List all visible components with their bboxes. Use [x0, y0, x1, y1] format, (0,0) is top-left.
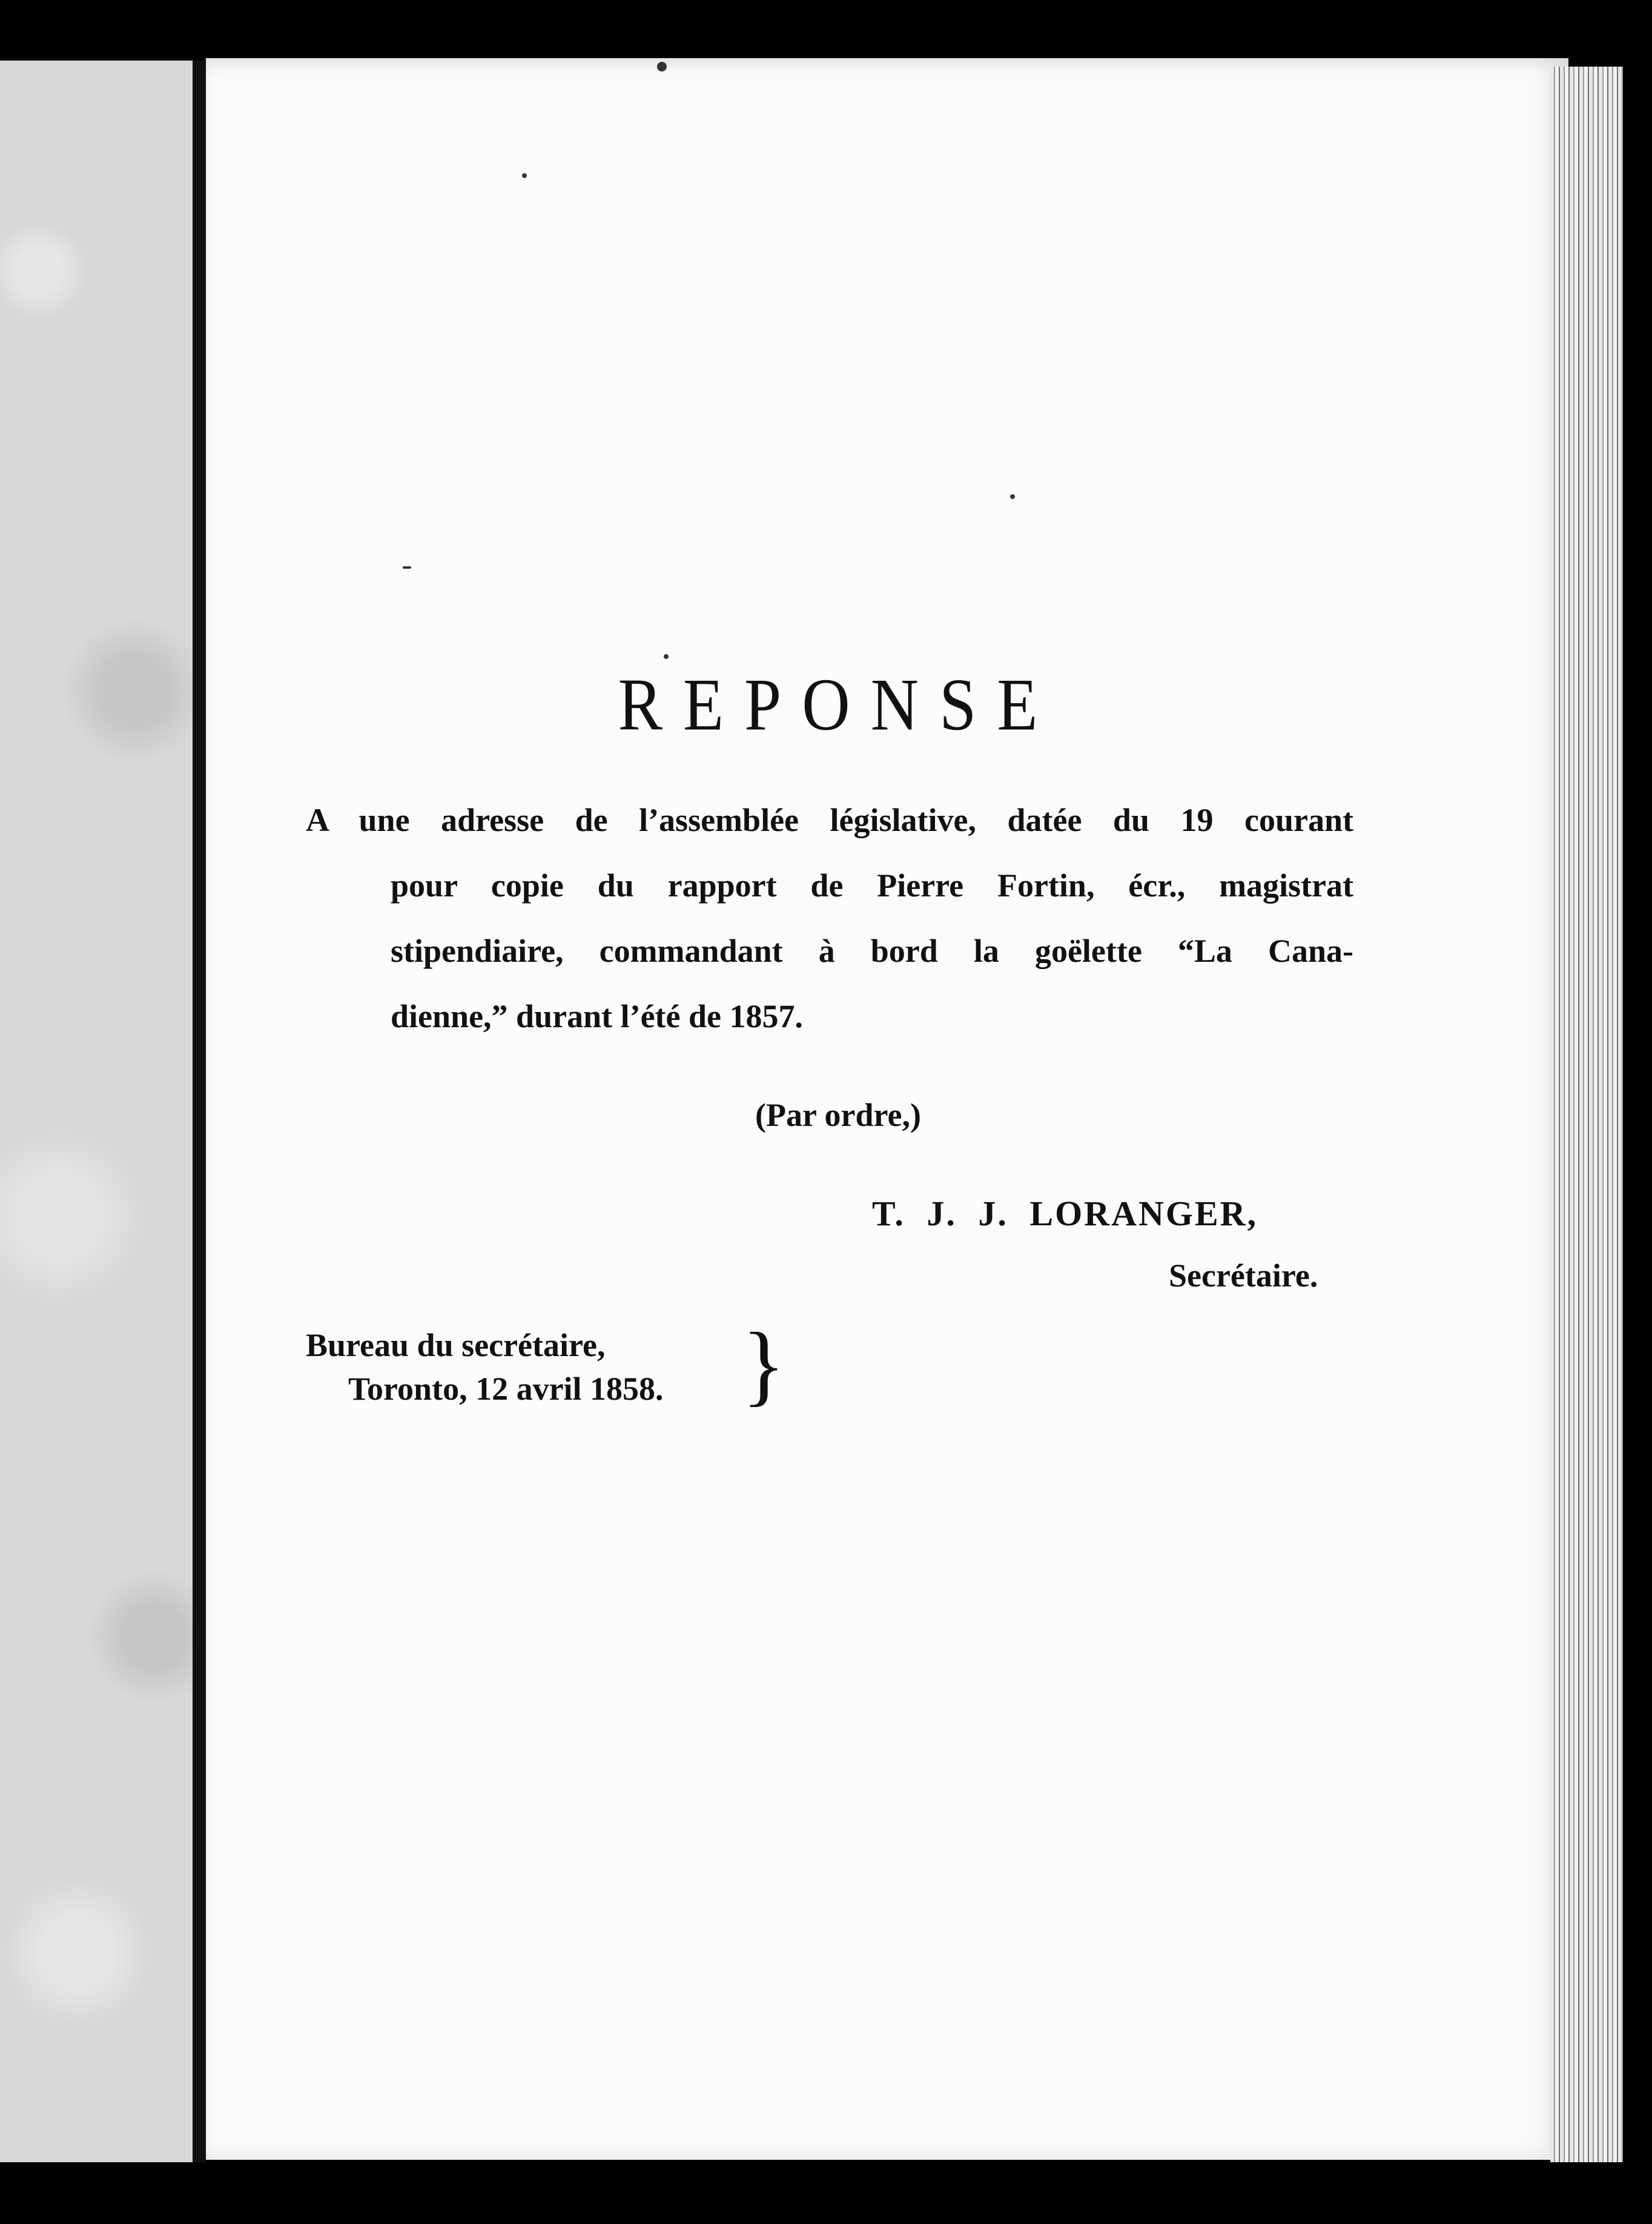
signatory-title: Secrétaire. [1169, 1257, 1318, 1294]
office-date-line: Toronto, 12 avril 1858. [348, 1371, 664, 1407]
body-line: A une adresse de l’assemblée législative, datée du 19 courant [306, 802, 1353, 838]
dust-speck [664, 654, 669, 659]
signatory-name: T. J. J. LORANGER, [872, 1194, 1258, 1233]
dust-speck [657, 62, 667, 71]
body-line: dienne,” durant l’été de 1857. [391, 998, 803, 1034]
dust-speck [403, 566, 411, 569]
dust-speck [1010, 494, 1015, 499]
brace-mark: } [742, 1314, 785, 1415]
document-title: REPONSE [618, 663, 1059, 746]
office-address [306, 1323, 664, 1411]
body-line: pour copie du rapport de Pierre Fortin, écr., magistrat [391, 867, 1353, 904]
dust-speck [522, 173, 527, 178]
document-body [306, 787, 1353, 1049]
order-line: (Par ordre,) [755, 1097, 921, 1133]
office-line: Bureau du secrétaire, [306, 1327, 606, 1363]
body-line: stipendiaire, commandant à bord la goëlette “La Cana- [391, 933, 1353, 969]
